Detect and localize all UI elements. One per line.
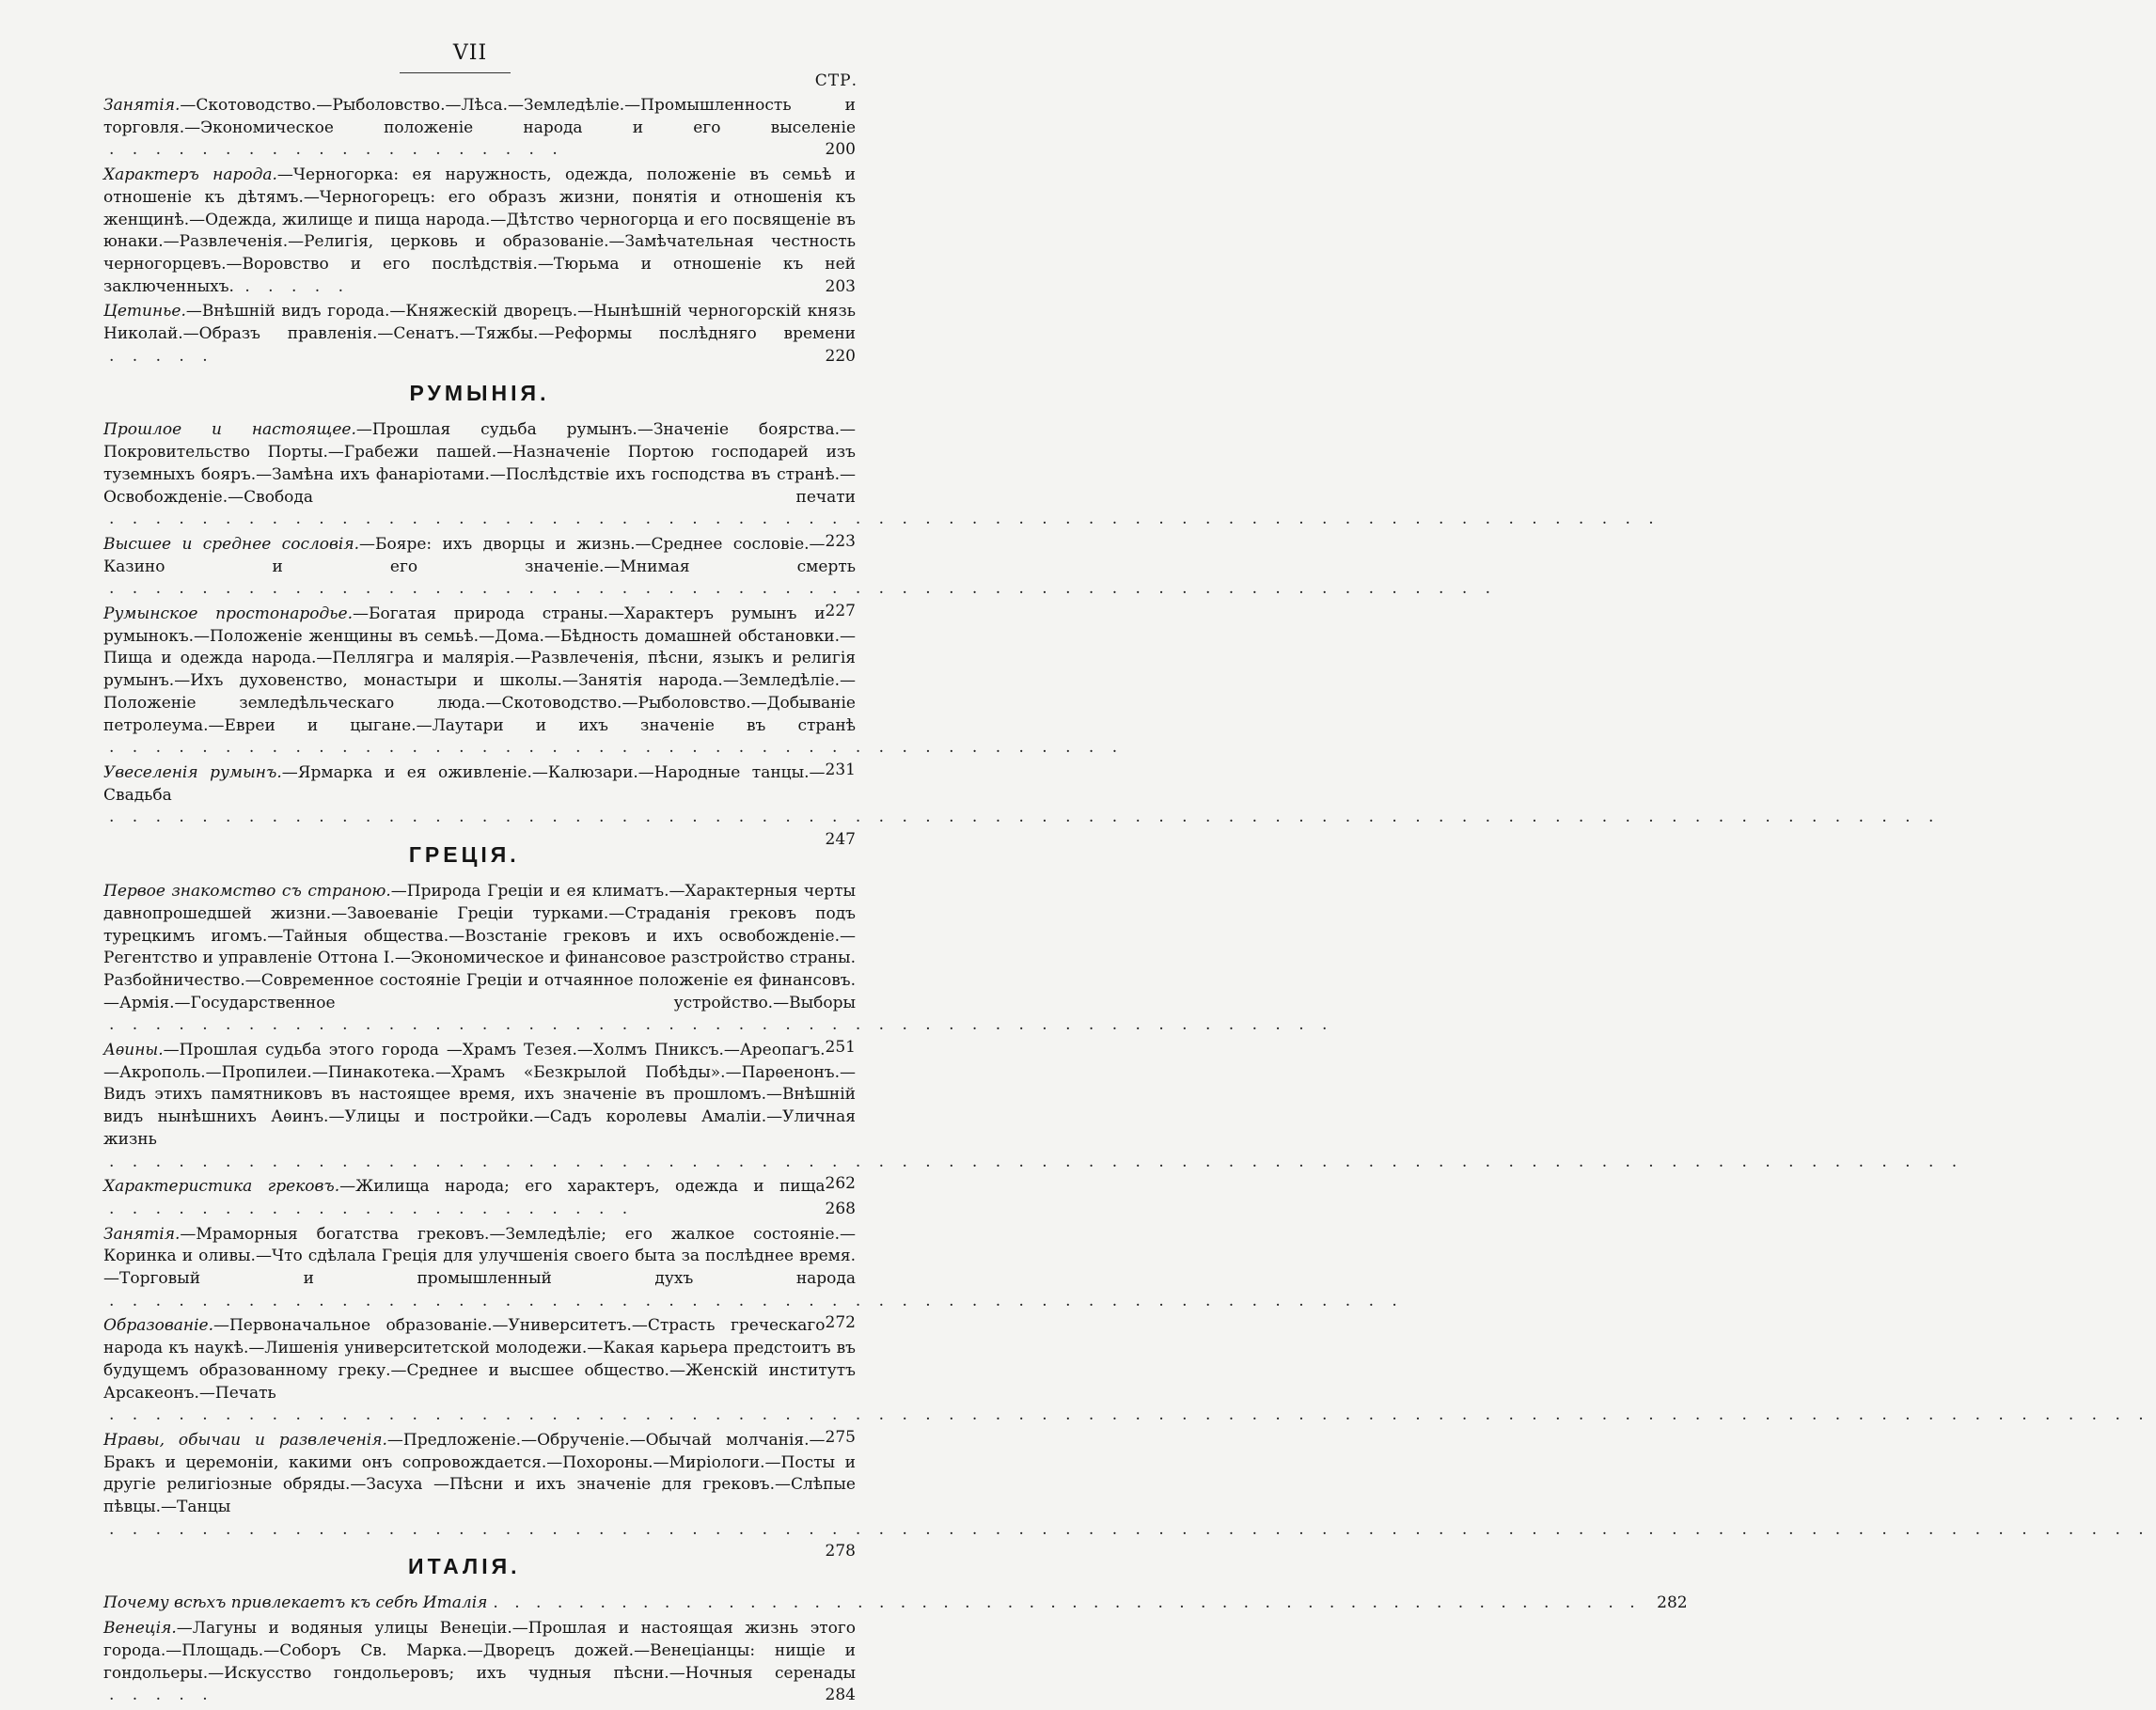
section-title: ИТАЛІЯ. [408,1554,521,1579]
entry-text: —Скотоводство.—Рыболовство.—Лѣса.—Земледѣліе.—Промышленность и торговля.—Экономическое положеніе народа и его выселеніе [103,96,856,137]
entry-title: Нравы, обычаи и развлеченія. [103,1430,387,1450]
page-column-label: СТР. [814,71,858,90]
entry-text: —Лагуны и водяныя улицы Венеціи.—Прошлая и настоящая жизнь этого города.—Площадь.—Соборъ Св. Марка.—Дворецъ дожей.—Венеціанцы: нищіе и гондольеры.—Искусство гондольеровъ; ихъ чудныя пѣсни.—Ночныя серенады [103,1619,856,1683]
entry-text: —Черногорка: ея наружность, одежда, положеніе въ семьѣ и отношеніе къ дѣтямъ.—Черногорецъ: его образъ жизни, понятія и отношенія къ женщинѣ.—Одежда, жилище и пища народа.—Дѣтство черногорца и его посвященіе въ юнаки.—Развлеченія.—Религія, церковь и образованіе.—Замѣчательная честность черногорцевъ.—Воровство и его послѣдствія.—Тюрьма и отношеніе къ ней заключенныхъ. [103,165,857,296]
entry-page: 278 [825,1542,856,1561]
header-rule [400,72,511,73]
entry-title: Прошлое и настоящее. [103,420,356,440]
entry-title: Почему всѣхъ привлекаетъ къ себѣ Италія [103,1593,488,1613]
leader-dots: . . . . . . . . . . . . . . . . . . . . . . . . . . . . . . . . . . . . . . . . . . . . . . . . . . . . . . . . . . . . [109,579,1498,599]
entry-title: Цетинье. [103,302,186,322]
toc-entry [103,1176,856,1220]
entry-title: Высшее и среднее сословія. [103,534,360,554]
entry-text: —Бояре: ихъ дворцы и жизнь.—Среднее сословіе.—Казино и его значеніе.—Мнимая смерть [103,534,856,576]
entry-page: 262 [825,1174,856,1194]
leader-dots: . . . . . [109,346,214,366]
entry-text: —Ярмарка и ея оживленіе.—Калюзари.—Народные танцы.—Свадьба [103,762,826,805]
entry-page: 200 [825,140,856,160]
toc-section [103,95,856,368]
entry-title: Аѳины. [103,1041,164,1060]
entry-page: 272 [825,1313,856,1333]
entry-title: Занятія. [103,1224,181,1244]
entry-page: 268 [825,1199,856,1218]
entry-text: —Прошлая судьба этого города —Храмъ Тезея.—Холмъ Пниксъ.—Ареопагъ.—Акрополь.—Пропилеи.—Пинакотека.—Храмъ «Безкрылой Побѣды».—Парѳенонъ.—Видъ этихъ памятниковъ въ настоящее время, ихъ значеніе въ прошломъ.—Внѣшній видъ нынѣшнихъ Аѳинъ.—Улицы и постройки.—Садъ королевы Амаліи.—Уличная жизнь [103,1041,856,1149]
leader-dots: . . . . . . . . . . . . . . . . . . . . . . . . . . . . . . . . . . . . . . . . . . . . . . . . . . . . . . [493,1593,1641,1613]
leader-dots: . . . . . . . . . . . . . . . . . . . . [109,140,564,160]
entry-text: —Прошлая судьба румынъ.—Значеніе боярства.—Покровительство Порты.—Грабежи пашей.—Назначеніе Портою господарей изъ туземныхъ бояръ.—Замѣна ихъ фанаріотами.—Послѣдствіе ихъ господства въ странѣ.—Освобожденіе.—Свобода печати [103,420,856,507]
entry-page: 247 [825,830,856,850]
entry-page: 284 [825,1686,856,1705]
entry-page: 227 [825,602,856,621]
entry-title: Венеція. [103,1619,177,1639]
toc-section [103,881,2150,1561]
toc-entry [103,1592,1688,1615]
entry-text: —Внѣшній видъ города.—Княжескій дворецъ.—Нынѣшній черногорскій князь Николай.—Образъ правленія.—Сенатъ.—Тяжбы.—Реформы послѣдняго времени [103,302,856,344]
entry-page: 275 [825,1427,856,1447]
section-title: ГРЕЦІЯ. [408,842,520,868]
page-number: VII [452,41,488,65]
leader-dots: . . . . . . . . . . . . . . . . . . . . . . . . . . . . . . . . . . . . . . . . . . . . . . . . . . . . . . . . [109,1291,1404,1310]
entry-text: —Природа Греціи и ея климатъ.—Характерныя черты давнопрошедшей жизни.—Завоеваніе Греціи турками.—Страданія грековъ подъ турецкимъ игомъ.—Тайныя общества.—Возстаніе грековъ и ихъ освобожденіе.—Регентство и управленіе Оттона I.—Экономическое и финансовое разстройство страны. Разбойничество.—Современное состояніе Греціи и отчаянное положеніе ея финансовъ.—Армія.—Государственное устройство.—Выборы [103,882,856,1012]
entry-title: Увеселенія румынъ. [103,762,282,782]
leader-dots: . . . . . . . . . . . . . . . . . . . . . . . . . . . . . . . . . . . . . . . . . . . . . . . . . . . . . . . . . . . . . . . . . . . . . . . . . . . . . . . . [109,1152,1964,1171]
leader-dots: . . . . . . . . . . . . . . . . . . . . . . . . . . . . . . . . . . . . . . . . . . . . . . . . . . . . . . . . . . . . . . . . . . . [109,510,1660,529]
leader-dots: . . . . . . . . . . . . . . . . . . . . . . . . . . . . . . . . . . . . . . . . . . . . . . . . . . . . . [109,1015,1334,1035]
leader-dots: . . . . . . . . . . . . . . . . . . . . . . . . . . . . . . . . . . . . . . . . . . . . . . . . . . . . . . . . . . . . . . . . . . . . . . . . . . . . . . . . . . . . . . . . [109,1405,2150,1425]
entry-title: Занятія. [103,96,181,115]
entry-text: —Первоначальное образованіе.—Университетъ.—Страсть греческаго народа къ наукѣ.—Лишенія университетской молодежи.—Какая карьера предстоитъ въ будущемъ образованному греку.—Среднее и высшее общество.—Женскій институтъ Арсакеонъ.—Печать [103,1316,856,1403]
leader-dots: . . . . . . . . . . . . . . . . . . . . . . . . . . . . . . . . . . . . . . . . . . . . [109,738,1125,758]
entry-page: 220 [825,346,856,366]
entry-page: 231 [825,760,856,779]
leader-dots: . . . . . [244,276,350,296]
leader-dots: . . . . . . . . . . . . . . . . . . . . . . . . . . . . . . . . . . . . . . . . . . . . . . . . . . . . . . . . . . . . . . . . . . . . . . . . . . . . . . . . . . . . . . . . [109,1519,2150,1539]
entry-text: —Жилища народа; его характеръ, одежда и пища [339,1177,826,1197]
entry-page: 203 [825,276,856,296]
entry-title: Образованіе. [103,1316,213,1336]
leader-dots: . . . . . . . . . . . . . . . . . . . . . . . [109,1199,635,1218]
entry-text: —Мраморныя богатства грековъ.—Земледѣліе; его жалкое состояніе.—Коринка и оливы.—Что сдѣлала Греція для улучшенія своего быта за послѣднее время.—Торговый и промышленный духъ народа [103,1224,856,1289]
page-header [0,41,940,90]
entry-title: Характеръ народа. [103,165,277,185]
toc-entry [103,762,1941,850]
entry-page: 223 [825,531,856,551]
table-of-contents [103,95,2150,1710]
leader-dots: . . . . . [109,1686,214,1705]
leader-dots: . . . . . . . . . . . . . . . . . . . . . . . . . . . . . . . . . . . . . . . . . . . . . . . . . . . . . . . . . . . . . . . . . . . . . . . . . . . . . . . [109,808,1941,827]
toc-section [103,419,1941,850]
entry-text: —Предложеніе.—Обрученіе.—Обычай молчанія.—Бракъ и церемоніи, какими онъ сопровождается.—Похороны.—Миріологи.—Посты и другіе религіозные обряды.—Засуха —Пѣсни и ихъ значеніе для грековъ.—Слѣпые пѣвцы.—Танцы [103,1430,856,1517]
entry-page: 282 [1657,1593,1688,1613]
entry-title: Характеристика грековъ. [103,1177,340,1197]
toc-entry [103,165,856,298]
toc-entry [103,1430,2150,1561]
toc-entry [103,95,856,162]
toc-entry [103,1618,856,1707]
entry-text: —Богатая природа страны.—Характеръ румынъ и румынокъ.—Положеніе женщины въ семьѣ.—Дома.—Бѣдность домашней обстановки.—Пища и одежда народа.—Пеллягра и малярія.—Развлеченія, пѣсни, языкъ и религія румынъ.—Ихъ духовенство, монастыри и школы.—Занятія народа.—Земледѣліе.—Положеніе земледѣльческаго люда.—Скотоводство.—Рыболовство.—Добываніе петролеума.—Евреи и цыгане.—Лаутари и ихъ значеніе въ странѣ [103,604,856,735]
entry-title: Румынское простонародье. [103,604,354,624]
toc-entry [103,301,856,368]
section-title: РУМЫНІЯ. [409,381,550,406]
entry-page: 251 [825,1038,856,1058]
entry-title: Первое знакомство съ страною. [103,882,391,902]
toc-section [103,1592,1688,1707]
